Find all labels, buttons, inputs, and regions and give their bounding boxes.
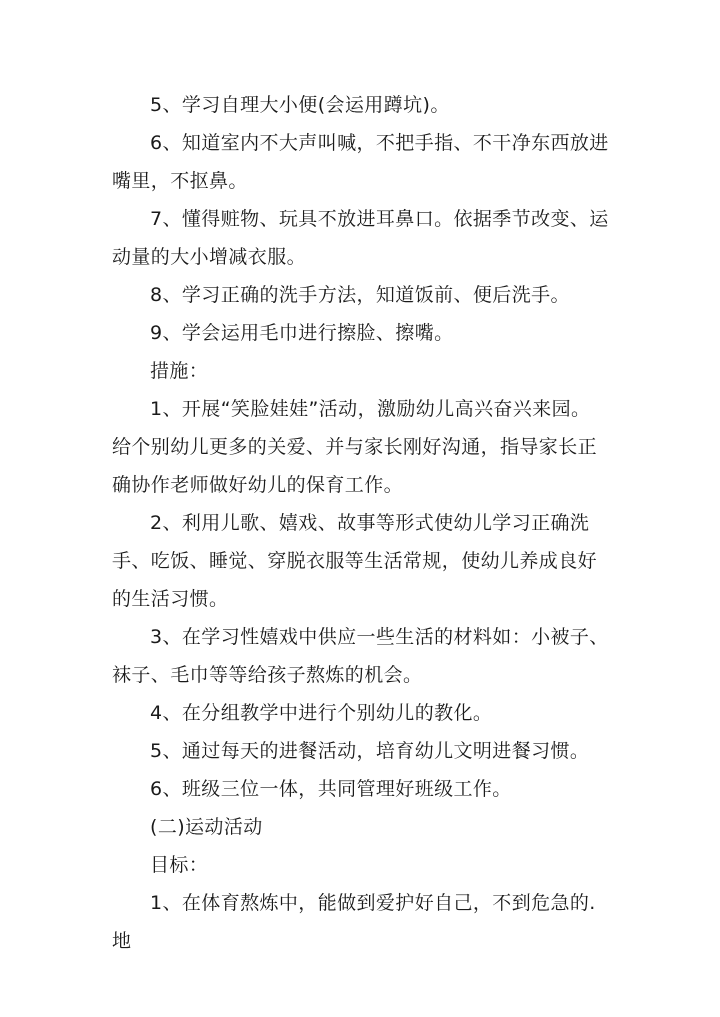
paragraph-3: 7、懂得赃物、玩具不放进耳鼻口。依据季节改变、运动量的大小增减衣服。: [112, 208, 609, 268]
paragraph-4: 8、学习正确的洗手方法，知道饭前、便后洗手。: [150, 284, 570, 306]
paragraph-2: 6、知道室内不大声叫喊，不把手指、不干净东西放进嘴里，不抠鼻。: [112, 132, 609, 192]
paragraph-8: 给个别幼儿更多的关爱、并与家长刚好沟通，指导家长正确协作老师做好幼儿的保育工作。: [112, 436, 598, 496]
paragraph-10: 3、在学习性嬉戏中供应一些生活的材料如：小被子、袜子、毛巾等等给孩子熬炼的机会。: [112, 626, 609, 686]
paragraph-12: 5、通过每天的进餐活动，培育幼儿文明进餐习惯。: [150, 740, 590, 762]
paragraph-1: 5、学习自理大小便(会运用蹲坑)。: [150, 94, 450, 116]
document-body: [112, 86, 612, 960]
paragraph-9: 2、利用儿歌、嬉戏、故事等形式使幼儿学习正确洗手、吃饭、睡觉、穿脱衣服等生活常规，使幼儿养成良好的生活习惯。: [112, 512, 598, 610]
paragraph-5: 9、学会运用毛巾进行擦脸、擦嘴。: [150, 322, 454, 344]
paragraph-7: 1、开展“笑脸娃娃”活动，激励幼儿高兴奋兴来园。: [150, 398, 591, 420]
section-heading-goals: 目标：: [150, 854, 209, 876]
paragraph-13: 6、班级三位一体，共同管理好班级工作。: [150, 778, 512, 800]
section-heading-measures: 措施：: [150, 360, 209, 382]
paragraph-16: 1、在体育熬炼中，能做到爱护好自己，不到危急的.地: [112, 892, 596, 952]
paragraph-11: 4、在分组教学中进行个别幼儿的教化。: [150, 702, 493, 724]
section-heading-sports: (二)运动活动: [150, 816, 263, 838]
